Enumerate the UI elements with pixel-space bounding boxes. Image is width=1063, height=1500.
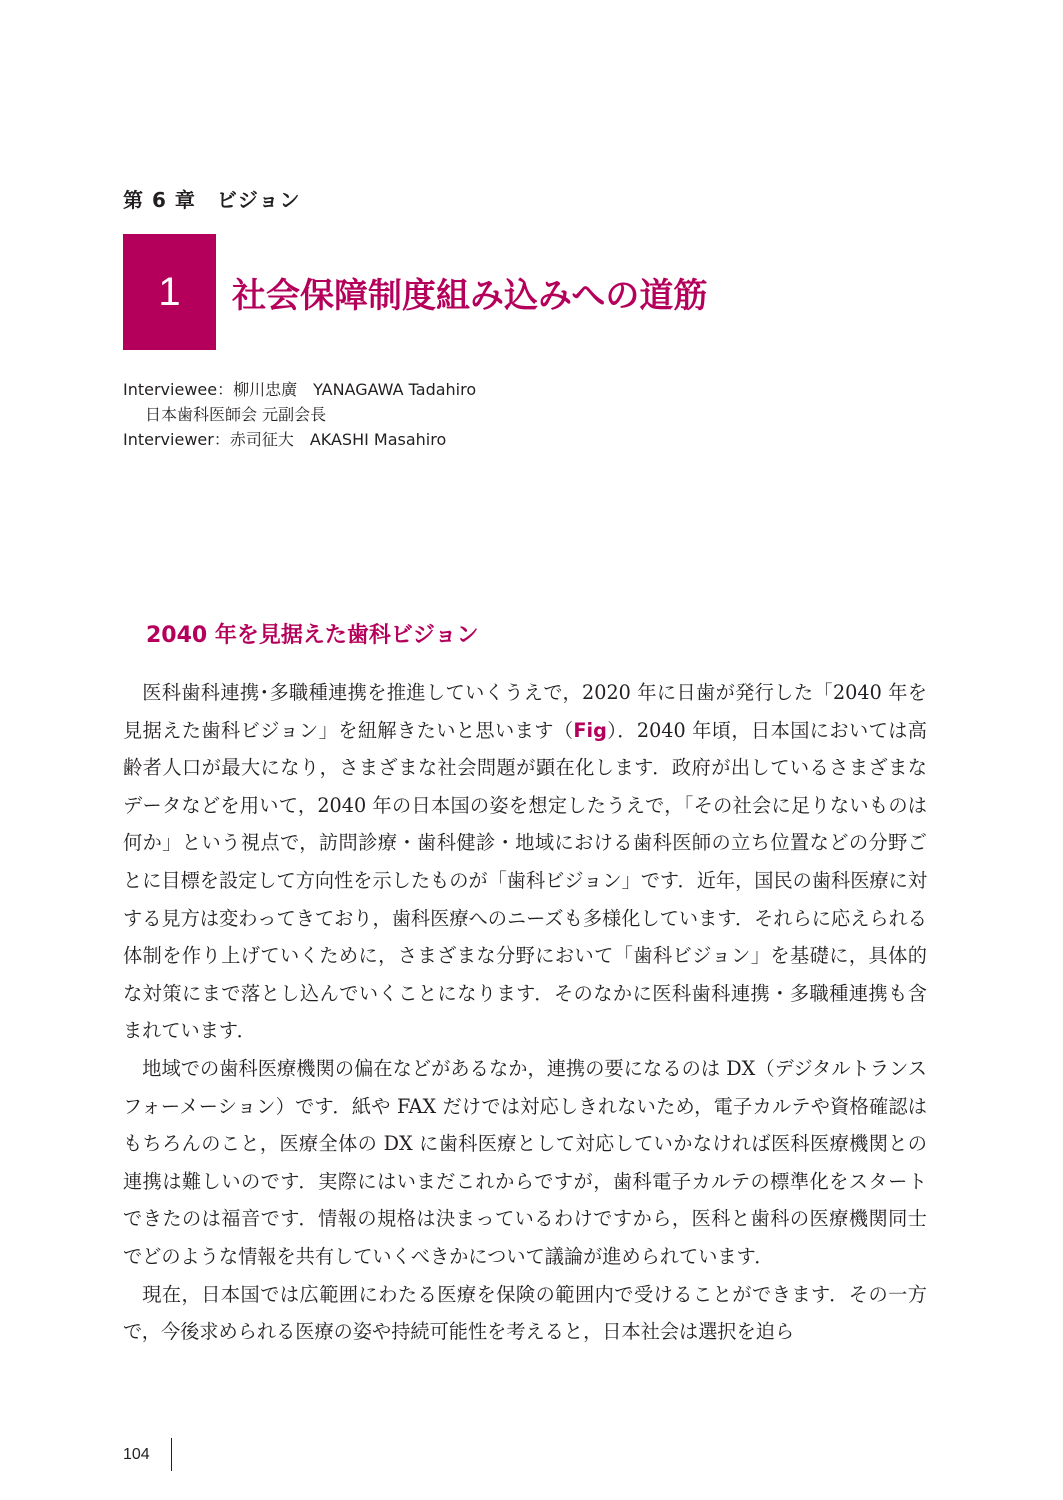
interviewee-affiliation: 日本歯科医師会 元副会長 <box>145 405 327 424</box>
section-heading: 2040 年を見据えた歯科ビジョン <box>146 623 479 648</box>
paragraph-1-part-a: 医科歯科連携･多職種連携を推進していくうえで，2020 年に日歯が発行した「2040 年を見据えた歯科ビジョン」を紐解きたいと思います（ <box>123 681 927 742</box>
page-title: 社会保障制度組み込みへの道筋 <box>232 276 708 316</box>
interviewer-line: Interviewer：赤司征大 AKASHI Masahiro <box>123 430 447 449</box>
page-number-divider <box>171 1438 172 1471</box>
chapter-number-block <box>123 234 216 350</box>
figure-reference-link[interactable]: Fig <box>573 718 607 742</box>
chapter-number: 1 <box>158 269 181 314</box>
paragraph-1-part-b: ）．2040 年頃，日本国においては高齢者人口が最大になり，さまざまな社会問題が顕在化します．政府が出しているさまざまなデータなどを用いて，2040 年の日本国の姿を想定したうえで，「その社会に足りないものは何か」という視点で，訪問診療・歯科健診・地域における歯科医師の立ち位置などの分野ごとに目標を設定して方向性を示したものが「歯科ビジョン」です．近年，国民の歯科医療に対する見方は変わってきており，歯科医療へのニーズも多様化しています．それらに応えられる体制を作り上げていくために，さまざまな分野において「歯科ビジョン」を基礎に，具体的な対策にまで落とし込んでいくことになります．そのなかに医科歯科連携・多職種連携も含まれています． <box>123 718 927 1043</box>
paragraph-1 <box>123 674 927 1050</box>
body-text <box>123 674 927 1351</box>
chapter-label: 第 6 章 ビジョン <box>123 188 301 212</box>
page-number: 104 <box>123 1446 150 1463</box>
interview-credits <box>123 377 476 452</box>
interviewee-line: Interviewee：柳川忠廣 YANAGAWA Tadahiro <box>123 380 477 399</box>
paragraph-3: 現在，日本国では広範囲にわたる医療を保険の範囲内で受けることができます．その一方で，今後求められる医療の姿や持続可能性を考えると，日本社会は選択を迫ら <box>123 1282 927 1344</box>
paragraph-2: 地域での歯科医療機関の偏在などがあるなか，連携の要になるのは DX（デジタルトランスフォーメーション）です．紙や FAX だけでは対応しきれないため，電子カルテや資格確認はもちろんのこと，医療全体の DX に歯科医療として対応していかなければ医科医療機関との連携は難しいのです．実際にはいまだこれからですが，歯科電子カルテの標準化をスタートできたのは福音です．情報の規格は決まっているわけですから，医科と歯科の医療機関同士でどのような情報を共有していくべきかについて議論が進められています． <box>123 1056 927 1268</box>
